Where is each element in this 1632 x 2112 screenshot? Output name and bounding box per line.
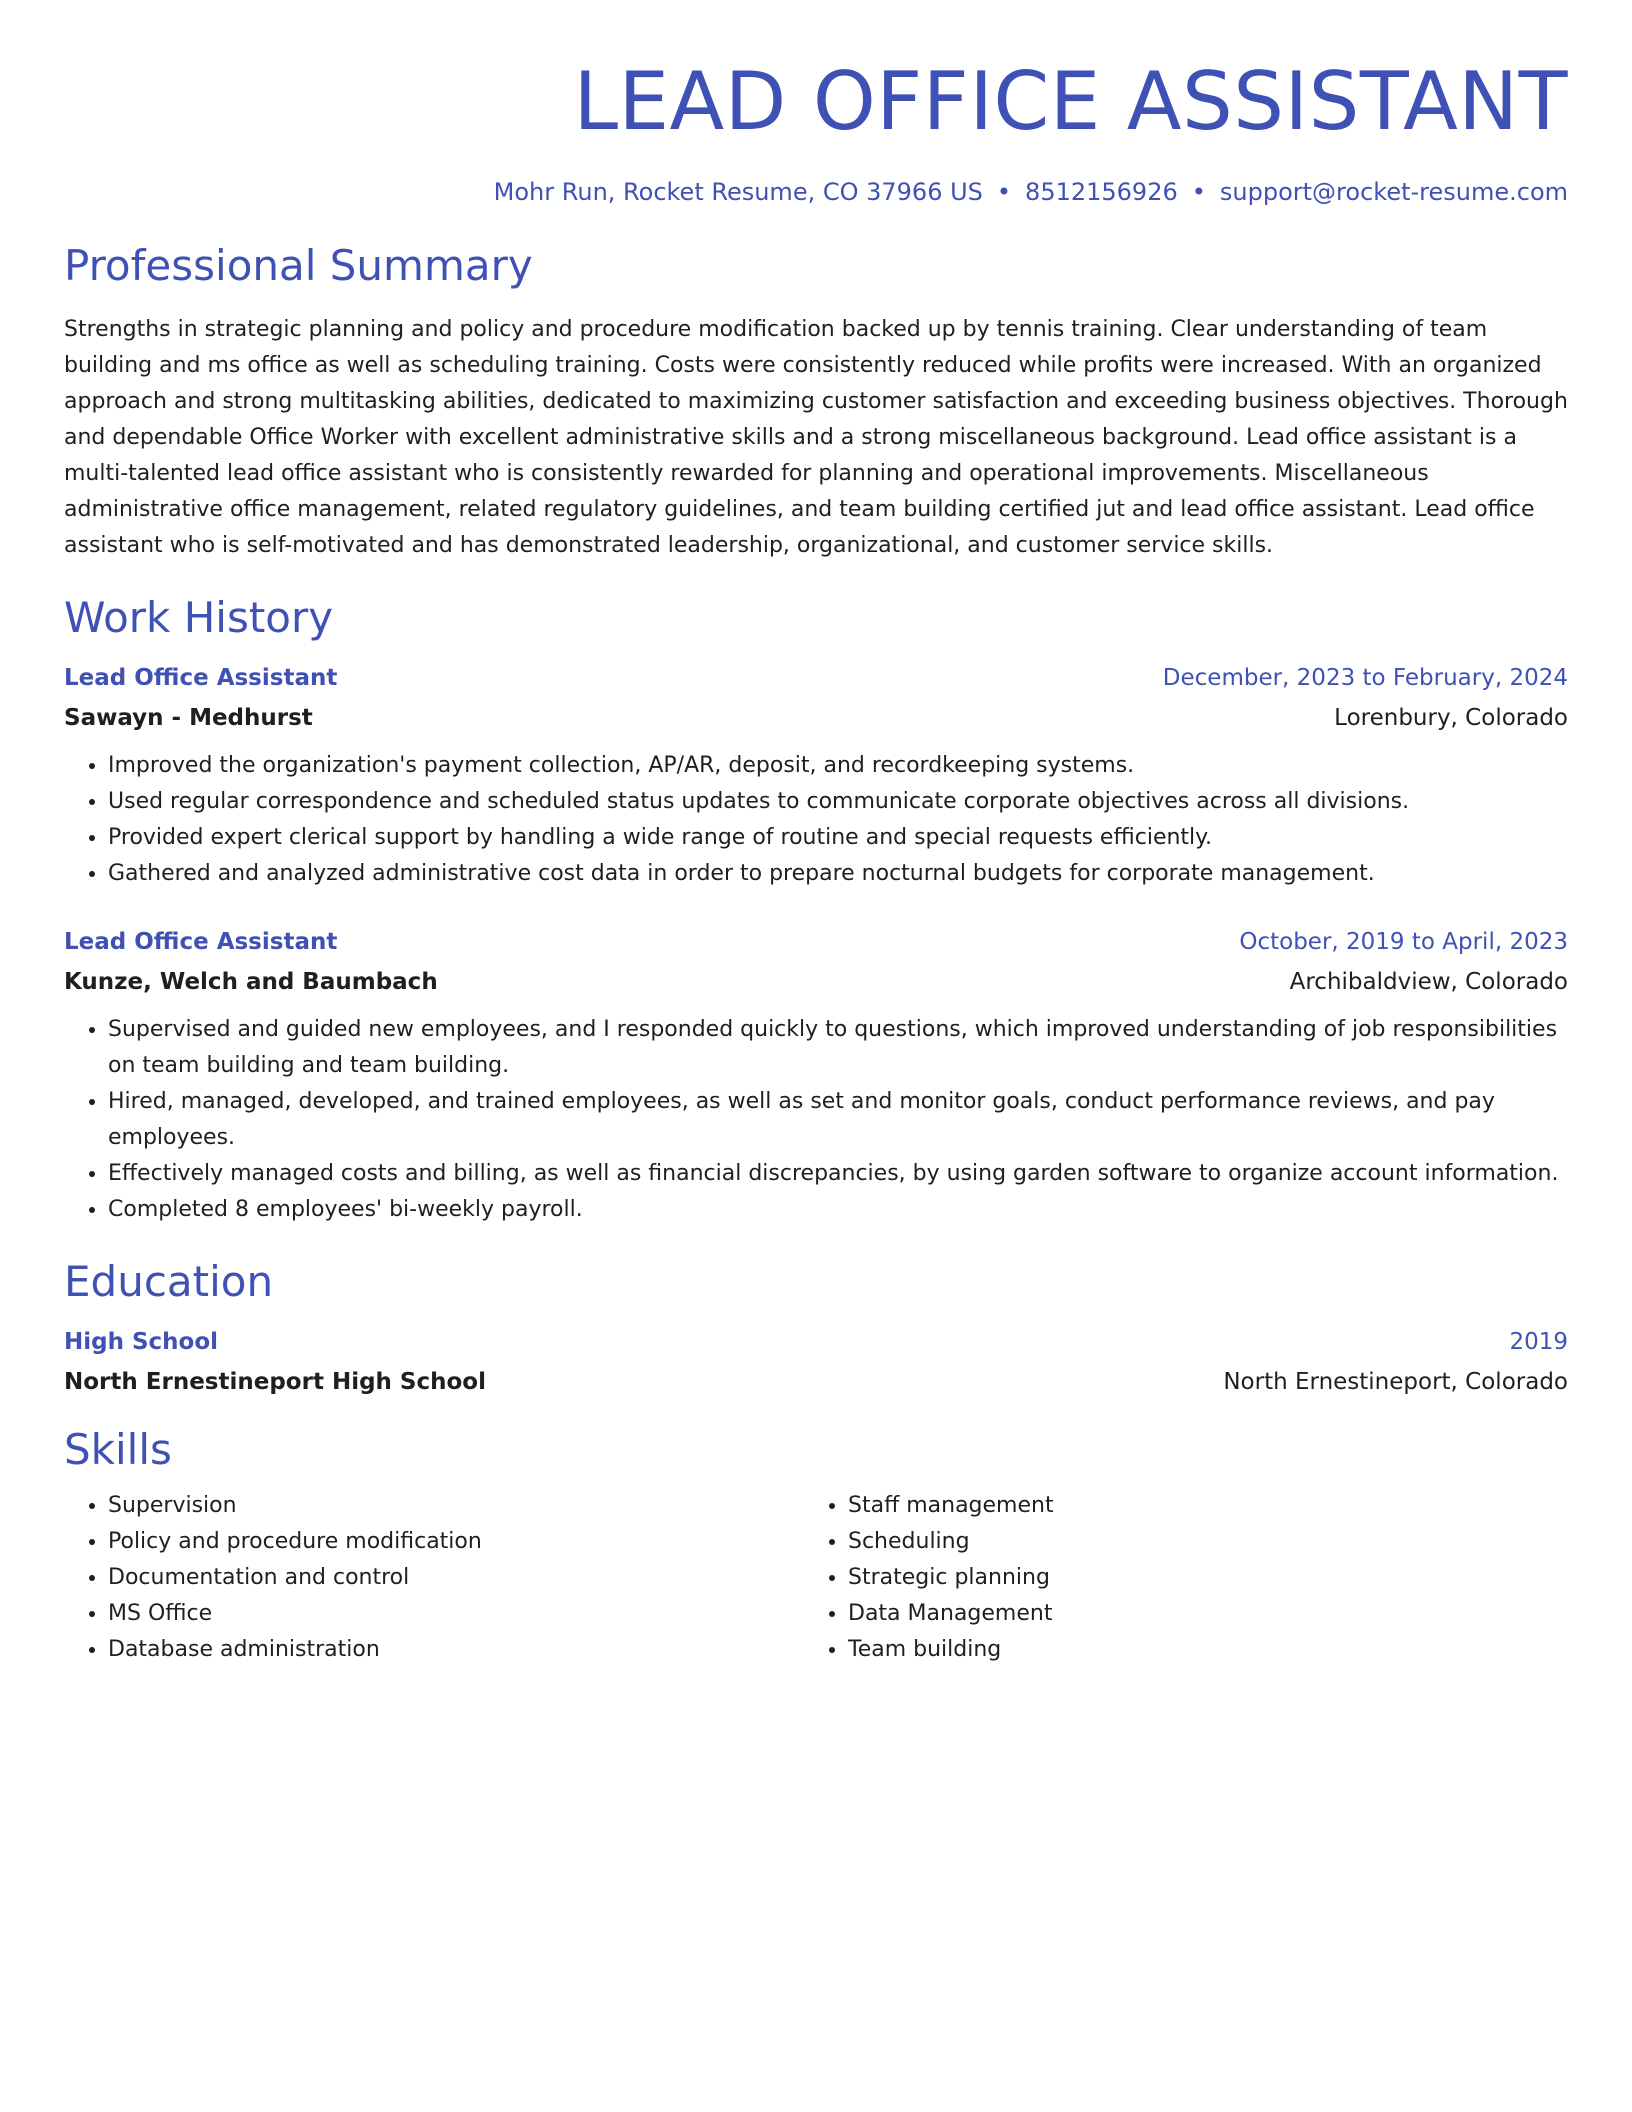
education-school-row: [64, 1362, 1568, 1402]
skill-item: • Documentation and control: [108, 1560, 804, 1596]
section-title-summary: Professional Summary: [64, 241, 533, 290]
job-bullet: • Gathered and analyzed administrative cost data in order to prepare nocturnal budgets for corporate management.: [108, 856, 1568, 892]
school-location: North Ernestineport, Colorado: [1223, 1369, 1568, 1395]
skills-column-right: [804, 1488, 1544, 1668]
skills-list: [804, 1488, 1544, 1668]
job-bullet: • Hired, managed, developed, and trained employees, as well as set and monitor goals, conduct performance reviews, and pay employees.: [108, 1084, 1568, 1156]
summary-text: Strengths in strategic planning and policy and procedure modification backed up by tennis training. Clear understanding of team building and ms office as well as scheduling training. Costs were consistently reduced while profits were increased. With an organized approach and strong multitasking abilities, dedicated to maximizing customer satisfaction and exceeding business objectives. Thorough and dependable Office Worker with excellent administrative skills and a strong miscellaneous background. Lead office assistant is a multi-talented lead office assistant who is consistently rewarded for planning and operational improvements. Miscellaneous administrative office management, related regulatory guidelines, and team building certified jut and lead office assistant. Lead office assistant who is self-motivated and has demonstrated leadership, organizational, and customer service skills.: [64, 317, 1568, 558]
job-title: Lead Office Assistant: [64, 665, 338, 691]
job-bullet: • Provided expert clerical support by handling a wide range of routine and special requests efficiently.: [108, 820, 1568, 856]
skills-list: [64, 1488, 804, 1668]
degree: High School: [64, 1329, 219, 1355]
job-header-row: [64, 922, 1568, 962]
bullet-separator: •: [1191, 178, 1206, 206]
skill-item: • MS Office: [108, 1596, 804, 1632]
job-bullets: [64, 1012, 1568, 1228]
section-title-work-history: Work History: [64, 593, 334, 642]
graduation-year: 2019: [1509, 1329, 1568, 1355]
skill-item: • Strategic planning: [848, 1560, 1544, 1596]
job-dates: October, 2019 to April, 2023: [1239, 929, 1568, 955]
education-header-row: [64, 1322, 1568, 1362]
section-title-skills: Skills: [64, 1425, 172, 1474]
address: Mohr Run, Rocket Resume, CO 37966 US: [493, 178, 983, 206]
bullet-separator: •: [996, 178, 1012, 206]
skill-item: • Staff management: [848, 1488, 1544, 1524]
phone: 8512156926: [1025, 178, 1178, 206]
job-bullet: • Used regular correspondence and scheduled status updates to communicate corporate objectives across all divisions.: [108, 784, 1568, 820]
job-bullet: • Effectively managed costs and billing, as well as financial discrepancies, by using garden software to organize account information.: [108, 1156, 1568, 1192]
skill-item: • Policy and procedure modification: [108, 1524, 804, 1560]
job-company-row: [64, 962, 1568, 1002]
job-header-row: [64, 658, 1568, 698]
job-location: Archibaldview, Colorado: [1289, 969, 1568, 995]
section-title-education: Education: [64, 1257, 274, 1306]
job-bullets: [64, 748, 1568, 892]
company-name: Sawayn - Medhurst: [64, 705, 313, 731]
job-bullet: • Completed 8 employees' bi-weekly payroll.: [108, 1192, 1568, 1228]
job-entry: [64, 658, 1568, 892]
job-bullet: • Supervised and guided new employees, and I responded quickly to questions, which improved understanding of job responsibilities on team building and team building.: [108, 1012, 1568, 1084]
skills-grid: [64, 1488, 1568, 1668]
job-location: Lorenbury, Colorado: [1334, 705, 1568, 731]
skill-item: • Team building: [848, 1632, 1544, 1668]
contact-line: [64, 176, 1568, 208]
job-entry: [64, 922, 1568, 1228]
job-bullet: • Improved the organization's payment collection, AP/AR, deposit, and recordkeeping systems.: [108, 748, 1568, 784]
email: support@rocket-resume.com: [1219, 178, 1568, 206]
company-name: Kunze, Welch and Baumbach: [64, 969, 438, 995]
skill-item: • Data Management: [848, 1596, 1544, 1632]
resume-header: [64, 52, 1568, 208]
school-name: North Ernestineport High School: [64, 1369, 486, 1395]
candidate-title: LEAD OFFICE ASSISTANT: [573, 55, 1568, 148]
education-entry: [64, 1322, 1568, 1402]
skill-item: • Supervision: [108, 1488, 804, 1524]
job-title: Lead Office Assistant: [64, 929, 338, 955]
skill-item: • Scheduling: [848, 1524, 1544, 1560]
skills-column-left: [64, 1488, 804, 1668]
job-company-row: [64, 698, 1568, 738]
skill-item: • Database administration: [108, 1632, 804, 1668]
job-dates: December, 2023 to February, 2024: [1162, 665, 1568, 691]
